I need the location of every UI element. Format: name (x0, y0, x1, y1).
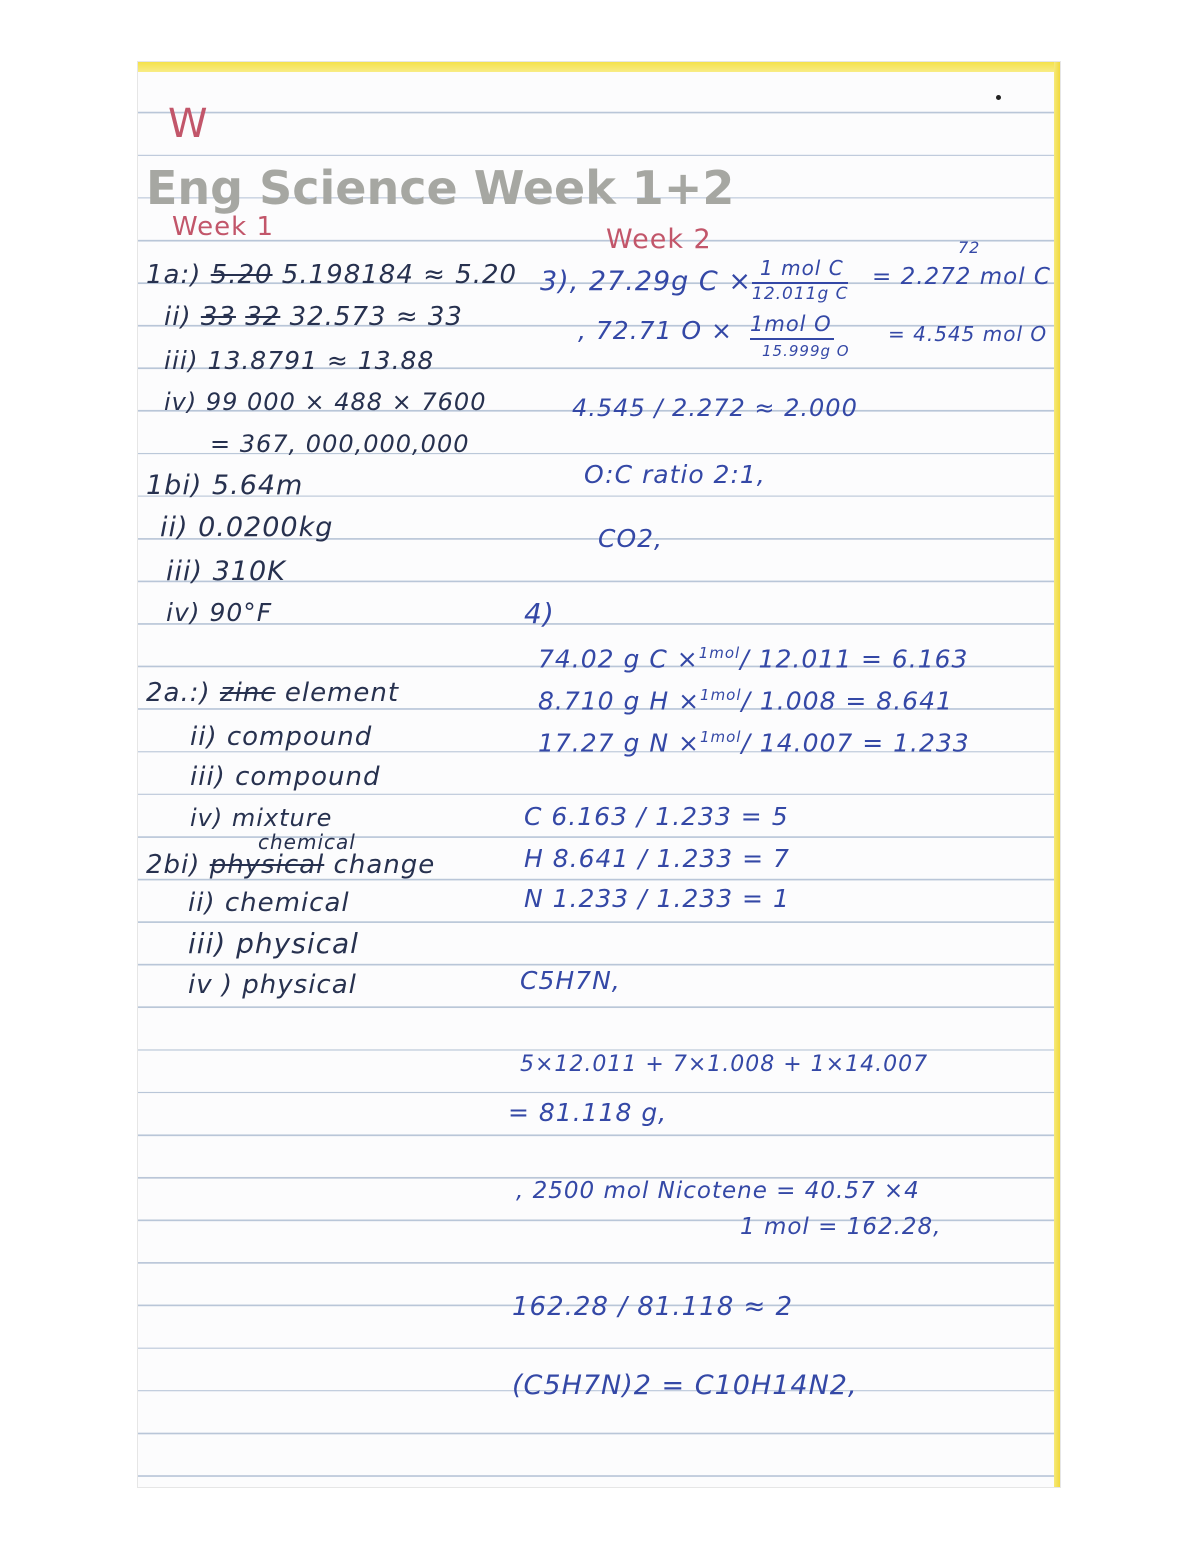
q4-ratio-hydrogen: H 8.641 / 1.233 = 7 (524, 844, 790, 873)
question-number: 2a.:) (146, 678, 220, 708)
answer-2b-iii: iii) physical (188, 927, 359, 960)
answer-2b-i (146, 852, 435, 878)
notebook-top-edge (138, 62, 1060, 72)
answer-text: 5.198184 ≈ 5.20 (272, 260, 518, 290)
q3-oxygen-numerator: 1mol O (750, 312, 832, 336)
answer-1a-iii: iii) 13.8791 ≈ 13.88 (164, 346, 435, 375)
question-number: 2bi) (146, 850, 210, 880)
q4-carbon-mol: 1mol (698, 644, 741, 662)
spacer (236, 302, 245, 332)
q4-carbon-mass: 74.02 g C × (538, 644, 699, 674)
struck-value: 5.20 (210, 260, 273, 290)
q3-carbon-numerator: 1 mol C (760, 256, 844, 280)
q4-nitrogen-mol: 1mol (699, 728, 742, 746)
q4-empirical-formula: C5H7N, (520, 966, 621, 995)
q3-ratio: O:C ratio 2:1, (584, 460, 766, 489)
answer-2b-ii: ii) chemical (188, 888, 350, 918)
q4-hydrogen-result: / 1.008 = 8.641 (741, 686, 953, 716)
answer-1a-iv-result: = 367, 000,000,000 (210, 430, 470, 458)
answer-text: change (324, 850, 436, 880)
q4-nitrogen-result: / 14.007 = 1.233 (741, 728, 970, 758)
answer-1b-i: 1bi) 5.64m (146, 470, 304, 501)
q3-carbon-result: = 2.272 mol C (872, 264, 1051, 290)
q3-carbon-denominator: 12.011g C (752, 284, 849, 304)
q4-ratio-carbon: C 6.163 / 1.233 = 5 (524, 802, 789, 831)
q4-nitrogen-line (538, 728, 970, 758)
q4-hydrogen-line (538, 686, 953, 716)
q4-multiplier: 162.28 / 81.118 ≈ 2 (512, 1292, 794, 1322)
answer-1a-iv: iv) 99 000 × 488 × 7600 (164, 388, 487, 416)
notebook-right-edge (1054, 62, 1060, 1487)
ink-dot (996, 95, 1001, 100)
answer-1a-ii (164, 304, 463, 330)
week1-heading: Week 1 (172, 212, 275, 242)
q3-oxygen-line: , 72.71 O × (578, 316, 733, 345)
q3-note: 72 (958, 238, 981, 257)
fraction-bar (750, 338, 834, 340)
q3-oxygen-denominator: 15.999g O (762, 342, 850, 360)
q4-label: 4) (524, 597, 555, 630)
answer-2a-iii: iii) compound (190, 762, 381, 792)
answer-2b-i-correction: chemical (258, 830, 356, 854)
struck-value: 32 (245, 302, 281, 332)
q4-nitrogen-mass: 17.27 g N × (538, 728, 700, 758)
answer-1a-i (146, 262, 517, 288)
struck-value: 33 (200, 302, 236, 332)
week2-heading: Week 2 (606, 224, 712, 255)
page-title: Eng Science Week 1+2 (146, 161, 735, 215)
q4-carbon-result: / 12.011 = 6.163 (740, 644, 969, 674)
corner-mark: W (168, 101, 209, 147)
q3-oxygen-result: = 4.545 mol O (888, 322, 1048, 346)
q4-hydrogen-mass: 8.710 g H × (538, 686, 701, 716)
q4-mass-calculation: 5×12.011 + 7×1.008 + 1×14.007 (520, 1052, 929, 1077)
q3-ratio-calculation: 4.545 / 2.272 ≈ 2.000 (572, 394, 858, 422)
q4-molecular-formula: (C5H7N)2 = C10H14N2, (512, 1370, 858, 1401)
q4-hydrogen-mol: 1mol (700, 686, 742, 704)
answer-2a-i (146, 680, 399, 706)
q3-answer: CO2, (598, 524, 663, 553)
answer-1b-iii: iii) 310K (166, 556, 286, 587)
q4-ratio-nitrogen: N 1.233 / 1.233 = 1 (524, 884, 790, 913)
answer-1b-ii: ii) 0.0200kg (160, 512, 334, 543)
q4-molar-line-1: , 2500 mol Nicotene = 40.57 ×4 (516, 1178, 920, 1204)
answer-2b-iv: iv ) physical (188, 970, 357, 1000)
answer-1b-iv: iv) 90°F (166, 598, 273, 627)
q4-molar-line-2: 1 mol = 162.28, (740, 1214, 942, 1240)
answer-2a-iv: iv) mixture (190, 804, 333, 832)
struck-value: physical (209, 850, 325, 880)
question-number: ii) (164, 302, 201, 332)
q4-carbon-line (538, 644, 969, 674)
q4-mass-result: = 81.118 g, (508, 1098, 668, 1127)
answer-text: 32.573 ≈ 33 (280, 302, 463, 332)
answer-2a-ii: ii) compound (190, 722, 373, 752)
question-number: 1a:) (146, 260, 211, 290)
answer-text: element (275, 678, 400, 708)
q3-carbon-line: 3), 27.29g C × (540, 266, 752, 297)
struck-value: zinc (219, 678, 276, 708)
